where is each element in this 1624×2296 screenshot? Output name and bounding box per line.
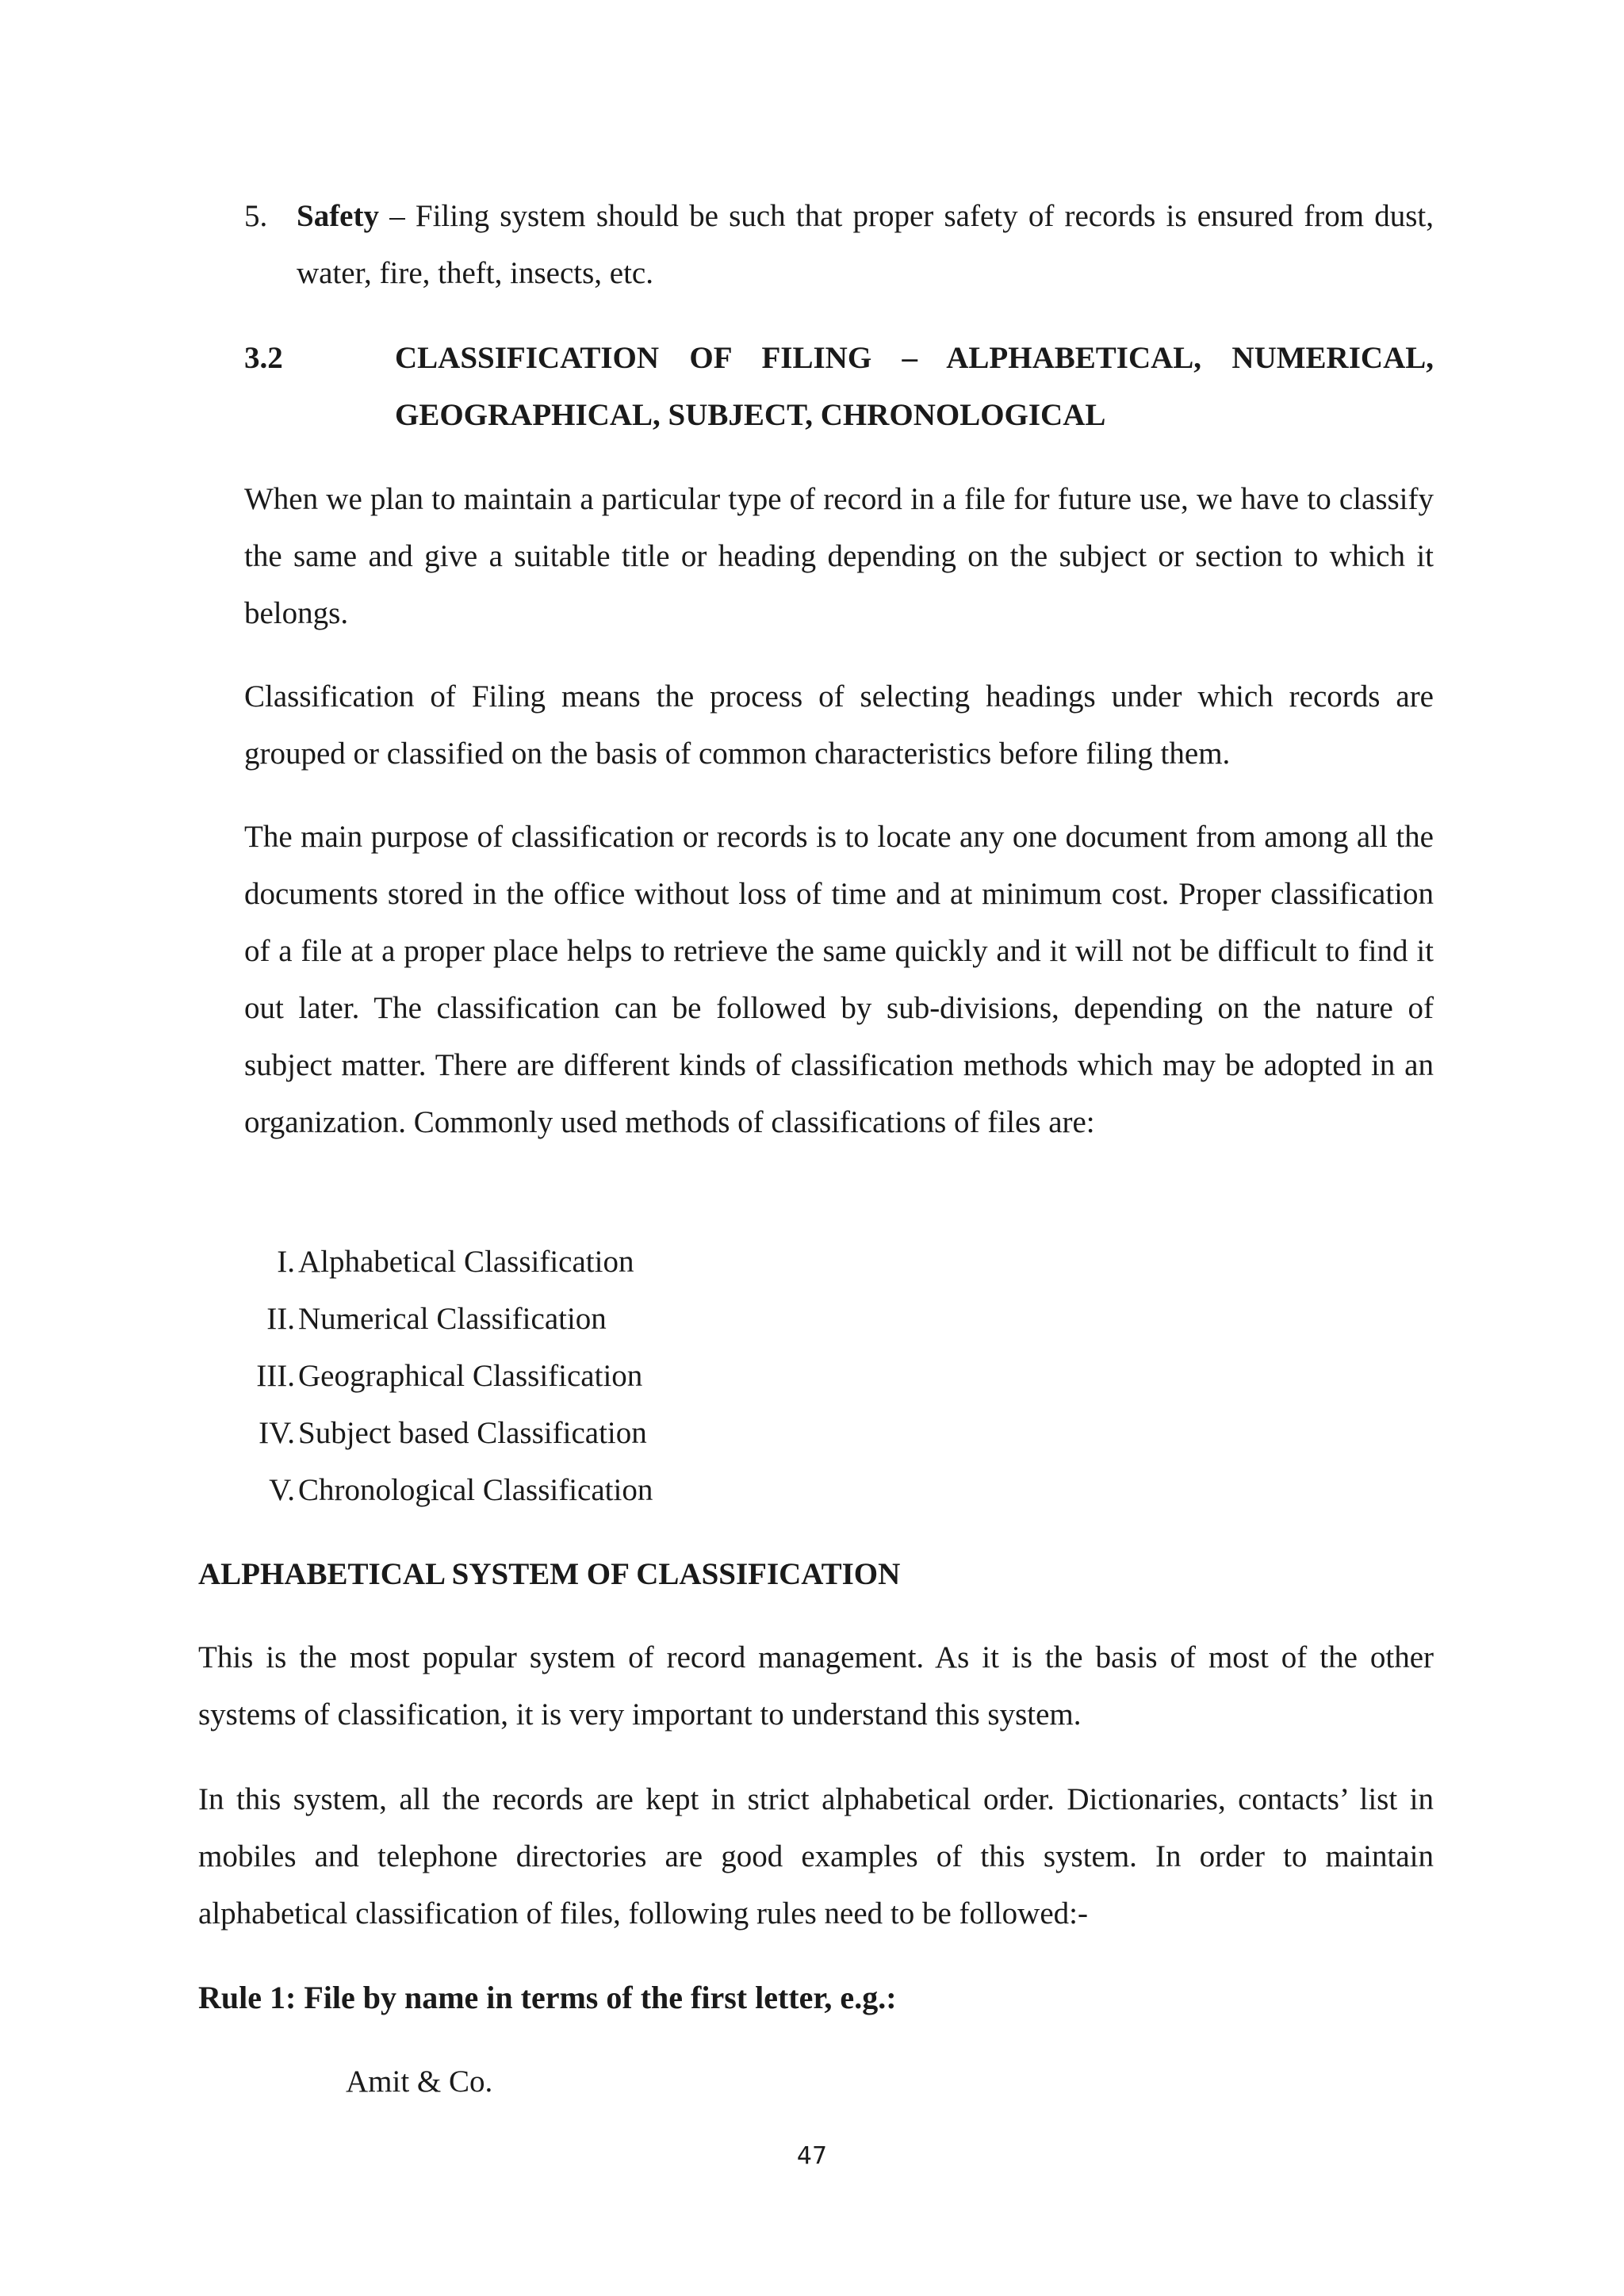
method-item (200, 1462, 653, 1519)
method-numeral: III. (256, 1359, 295, 1393)
safety-description: – Filing system should be such that proper safety of records is ensured from dust, water, fire, theft, insects, etc. (297, 199, 1434, 290)
method-label: Subject based Classification (298, 1416, 647, 1450)
paragraph-intro: When we plan to maintain a particular type of record in a file for future use, we have to classify the same and give a suitable title or heading depending on the subject or section to which it belongs. (244, 482, 1434, 630)
safety-text (297, 188, 1434, 302)
method-item (200, 1234, 634, 1291)
method-numeral: I. (277, 1245, 295, 1279)
alphabetical-heading: ALPHABETICAL SYSTEM OF CLASSIFICATION (198, 1557, 901, 1591)
method-item (200, 1348, 643, 1405)
list-number: 5. (244, 199, 268, 233)
method-item (200, 1291, 607, 1348)
section-title: CLASSIFICATION OF FILING – ALPHABETICAL, NUMERICAL, GEOGRAPHICAL, SUBJECT, CHRONOLOGICAL (395, 341, 1434, 432)
methods-list (200, 1234, 914, 1519)
rule-1-heading: Rule 1: File by name in terms of the first letter, e.g.: (198, 1980, 897, 2015)
alphabetical-paragraph-1: This is the most popular system of record management. As it is the basis of most of the other systems of classification, it is very important to understand this system. (198, 1640, 1434, 1732)
alphabetical-paragraph-2: In this system, all the records are kept in strict alphabetical order. Dictionaries, contacts’ list in mobiles and telephone directories are good examples of this system. In order to maintain alphabetical classification of files, following rules need to be followed:- (198, 1782, 1434, 1931)
rule-1-example: Amit & Co. (346, 2064, 493, 2099)
method-numeral: V. (269, 1473, 295, 1507)
safety-term: Safety (297, 199, 379, 233)
method-item (200, 1405, 647, 1462)
method-numeral: II. (266, 1302, 295, 1336)
paragraph-purpose: The main purpose of classification or records is to locate any one document from among all the documents stored in the office without loss of time and at minimum cost. Proper classification of a file at a proper place helps to retrieve the same quickly and it will not be difficult to find it out later. The classification can be followed by sub-divisions, depending on the nature of subject matter. There are different kinds of classification methods which may be adopted in an organization. Commonly used methods of classifications of files are: (244, 820, 1434, 1139)
method-label: Numerical Classification (298, 1302, 607, 1336)
section-number: 3.2 (244, 341, 283, 375)
method-label: Alphabetical Classification (298, 1245, 634, 1279)
page-number: 47 (796, 2142, 828, 2170)
method-label: Geographical Classification (298, 1359, 643, 1393)
method-numeral: IV. (259, 1416, 295, 1450)
paragraph-definition: Classification of Filing means the process of selecting headings under which records are grouped or classified on the basis of common characteristics before filing them. (244, 679, 1434, 771)
method-label: Chronological Classification (298, 1473, 653, 1507)
